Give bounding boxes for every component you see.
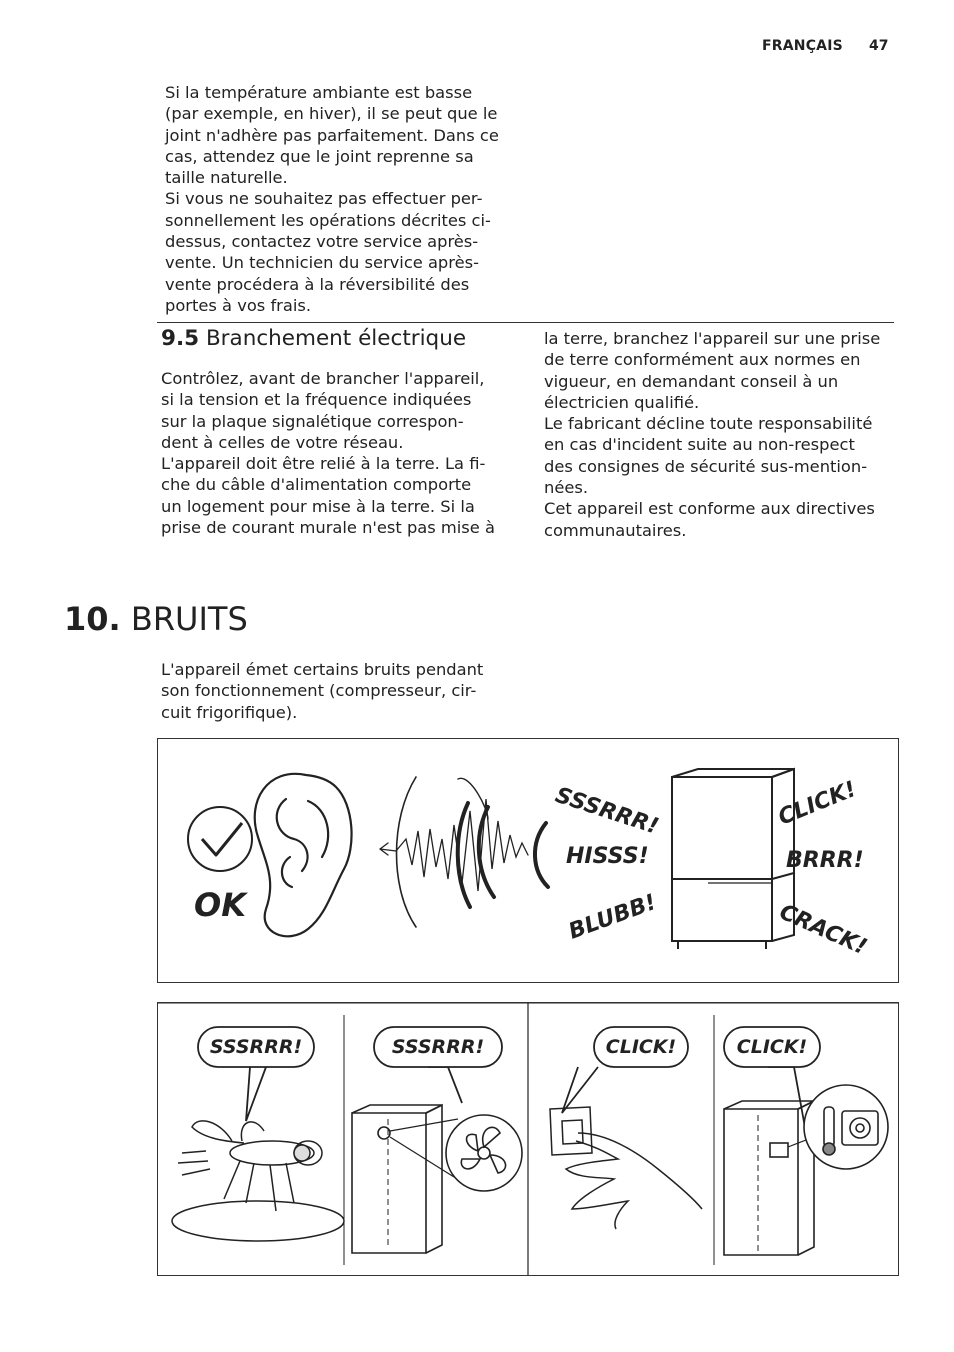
ear-icon	[255, 774, 352, 936]
sound-label-hisss: HISSS!	[566, 844, 649, 869]
page-number: 47	[869, 38, 889, 54]
wall-switch-hand-icon	[550, 1107, 702, 1229]
chapter-heading: BRUITS	[130, 600, 248, 638]
section-left-column: Contrôlez, avant de brancher l'appareil, si la tension et la fréquence indiquées sur la plaque signalétique correspon- dent à celles de votre réseau. L'appareil doit être relié à la terre. La fi- che du câble d'alimentation comporte un logement pour mise à la terre. Si la prise de courant murale n'est pas mise à	[161, 369, 495, 538]
paragraph-door-seal: Si la température ambiante est basse (par exemple, en hiver), il se peut que le joint n'adhère pas parfaitement. Dans ce cas, attendez que le joint reprenne sa taille naturelle. Si vous ne souhaitez pas effectuer per- sonnellement les opérations décrites ci- dessus, contactez votre service après- vente. Un technicien du service après- vente procédera à la réversibilité des portes à vos frais.	[165, 83, 499, 315]
bubble-label-3: CLICK!	[605, 1036, 677, 1058]
bubble-label-4: CLICK!	[736, 1036, 808, 1058]
speech-bubble-2	[374, 1027, 502, 1103]
sound-label-click: CLICK!	[774, 776, 860, 831]
sound-label-sssrrr: SSSRRR!	[552, 782, 662, 840]
header-language: FRANÇAIS	[762, 38, 843, 54]
speech-bubble-1	[198, 1027, 314, 1121]
sound-label-blubb: BLUBB!	[565, 890, 660, 945]
noise-illustration-overview	[157, 738, 899, 983]
section-right-column: la terre, branchez l'appareil sur une prise de terre conformément aux normes en vigueur, en demandant conseil à un électricien qualifié. Le fabricant décline toute responsabilité en cas d'incident suite au non-respect des consignes de sécurité sus-mention- nées. Cet appareil est conforme aux directives communautaires.	[544, 329, 881, 540]
bubble-label-2: SSSRRR!	[391, 1036, 485, 1058]
noise-illustration-details	[157, 1002, 899, 1276]
ok-label: OK	[194, 886, 246, 924]
speech-bubble-3	[562, 1027, 688, 1113]
fridge-fan-icon	[352, 1105, 522, 1253]
chapter-number: 10.	[64, 600, 121, 638]
chapter-intro: L'appareil émet certains bruits pendant son fonctionnement (compresseur, cir- cuit frigorifique).	[161, 660, 484, 722]
section-title	[161, 326, 466, 351]
sound-label-brrr: BRRR!	[786, 848, 864, 873]
section-number: 9.5	[161, 326, 200, 351]
section-divider	[157, 322, 894, 323]
fridge-thermostat-icon	[724, 1085, 888, 1255]
fly-icon	[172, 1121, 344, 1241]
chapter-title	[64, 600, 248, 638]
sound-label-crack: CRACK!	[775, 899, 871, 961]
section-heading: Branchement électrique	[205, 326, 467, 351]
check-circle-icon	[188, 807, 252, 871]
noise-details-drawing	[158, 1003, 898, 1275]
noise-overview-drawing	[158, 739, 898, 982]
sound-wave-icon	[380, 777, 548, 927]
bubble-label-1: SSSRRR!	[209, 1036, 303, 1058]
